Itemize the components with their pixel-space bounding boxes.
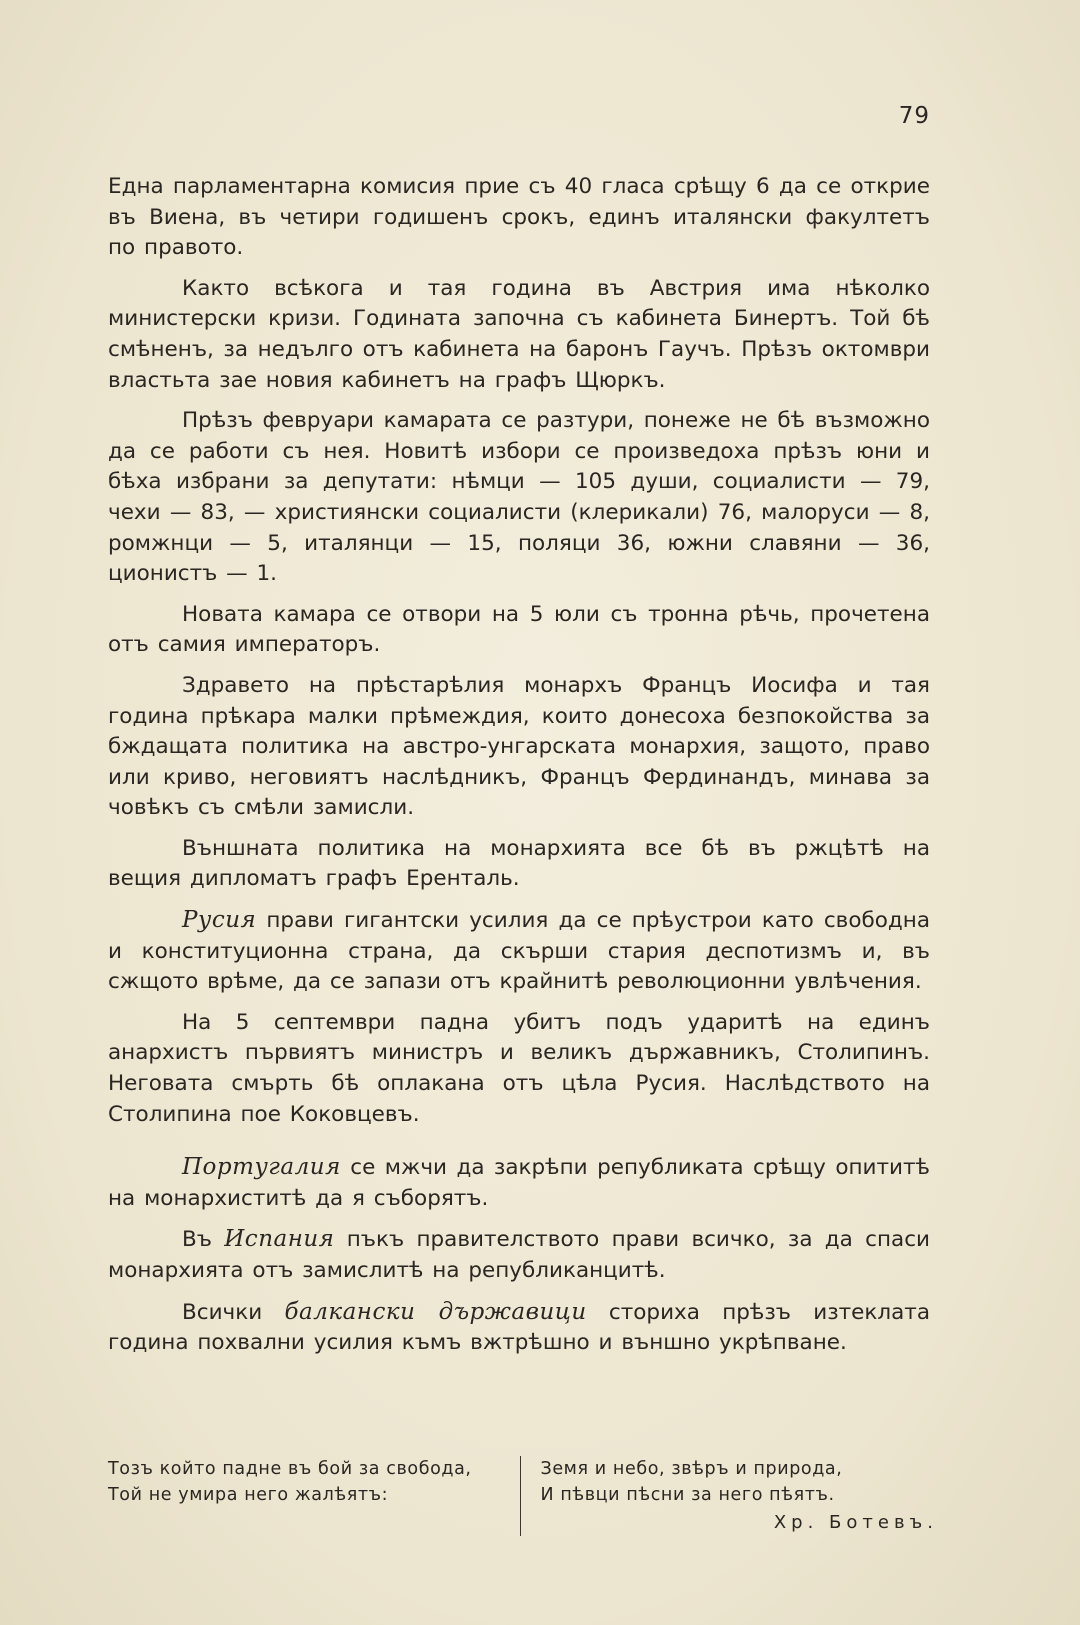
body-text [108, 172, 930, 1369]
paragraph-russia: Русия прави гигантски усилия да се прѣустрои като свободна и конституционна страна, да скърши стария деспотизмъ и, въ сжщото врѣме, да се запази отъ крайнитѣ революционни увлѣчения. [108, 907, 930, 995]
paragraph-stolypin: На 5 септември падна убитъ подъ ударитѣ на единъ анархистъ първиятъ министръ и великъ държавникъ, Столипинъ. Неговата смърть бѣ оплакана отъ цѣла Русия. Наслѣдството на Столипина пое Коковцевъ. [108, 1009, 930, 1127]
paragraph-foreign-policy: Външната политика на монархията все бѣ въ ржцѣтѣ на вещия дипломатъ графъ Еренталь. [108, 835, 930, 892]
poem-author: Хр. Ботевъ. [773, 1512, 938, 1533]
paragraph-elections: Прѣзъ февруари камарата се разтури, понеже не бѣ възможно да се работи съ нея. Новитѣ избори се произведоха прѣзъ юни и бѣха избрани за депутати: нѣмци — 105 души, социалисти — 79, чехи — 83, — християнски социалисти (клерикали) 76, малоруси — 8, ромжнци — 5, италянци — 15, поляци 36, южни славяни — 36, ционистъ — 1. [108, 408, 930, 587]
poem-left-column [108, 1456, 521, 1536]
poem-epigraph [108, 1456, 938, 1536]
paragraph-spain: Въ Испания пъкъ правителството прави всичко, за да спаси монархията отъ замислитѣ на републиканцитѣ. [108, 1226, 930, 1283]
poem-line: Земя и небо, звѣръ и природа, [540, 1459, 843, 1479]
poem-line: Тозъ който падне въ бой за свобода, [108, 1459, 472, 1479]
country-name-russia: Русия [182, 907, 257, 934]
paragraph-portugal: Португалия се мжчи да закрѣпи републиката срѣщу опититѣ на монархиститѣ да я съборятъ. [108, 1154, 930, 1211]
country-name-spain: Испания [224, 1226, 335, 1253]
poem-right-column [521, 1456, 939, 1536]
paragraph-balkans: Всички балкански държавици сториха прѣзъ изтеклата година похвални усилия къмъ вжтрѣшно и външно укрѣпване. [108, 1298, 930, 1356]
country-name-portugal: Португалия [182, 1154, 341, 1181]
page-number: 79 [898, 103, 930, 129]
poem-line: И пѣвци пѣсни за него пѣятъ. [540, 1485, 835, 1505]
paragraph-monarch-health: Здравето на прѣстарѣлия монархъ Францъ Иосифа и тая година прѣкара малки прѣмеждия, които донесоха безпокойства за бждащата политика на австро-унгарската монархия, защото, право или криво, неговиятъ наслѣдникъ, Францъ Фердинандъ, минава за човѣкъ съ смѣли замисли. [108, 672, 930, 821]
paragraph-new-chamber: Новата камара се отвори на 5 юли съ тронна рѣчь, прочетена отъ самия императоръ. [108, 601, 930, 658]
poem-line: Той не умира него жалѣятъ: [108, 1485, 389, 1505]
paragraph-commission: Една парламентарна комисия прие съ 40 гласа срѣщу 6 да се открие въ Виена, въ четири годишенъ срокъ, единъ италянски факултетъ по правото. [108, 174, 930, 261]
balkan-states-label: балкански държавици [284, 1298, 587, 1325]
paragraph-austria-crises: Както всѣкога и тая година въ Австрия има нѣколко министерски кризи. Годината започна съ кабинета Бинертъ. Той бѣ смѣненъ, за недълго отъ кабинета на баронъ Гаучъ. Прѣзъ октомври властьта зае новия кабинетъ на графъ Щюркъ. [108, 275, 930, 393]
